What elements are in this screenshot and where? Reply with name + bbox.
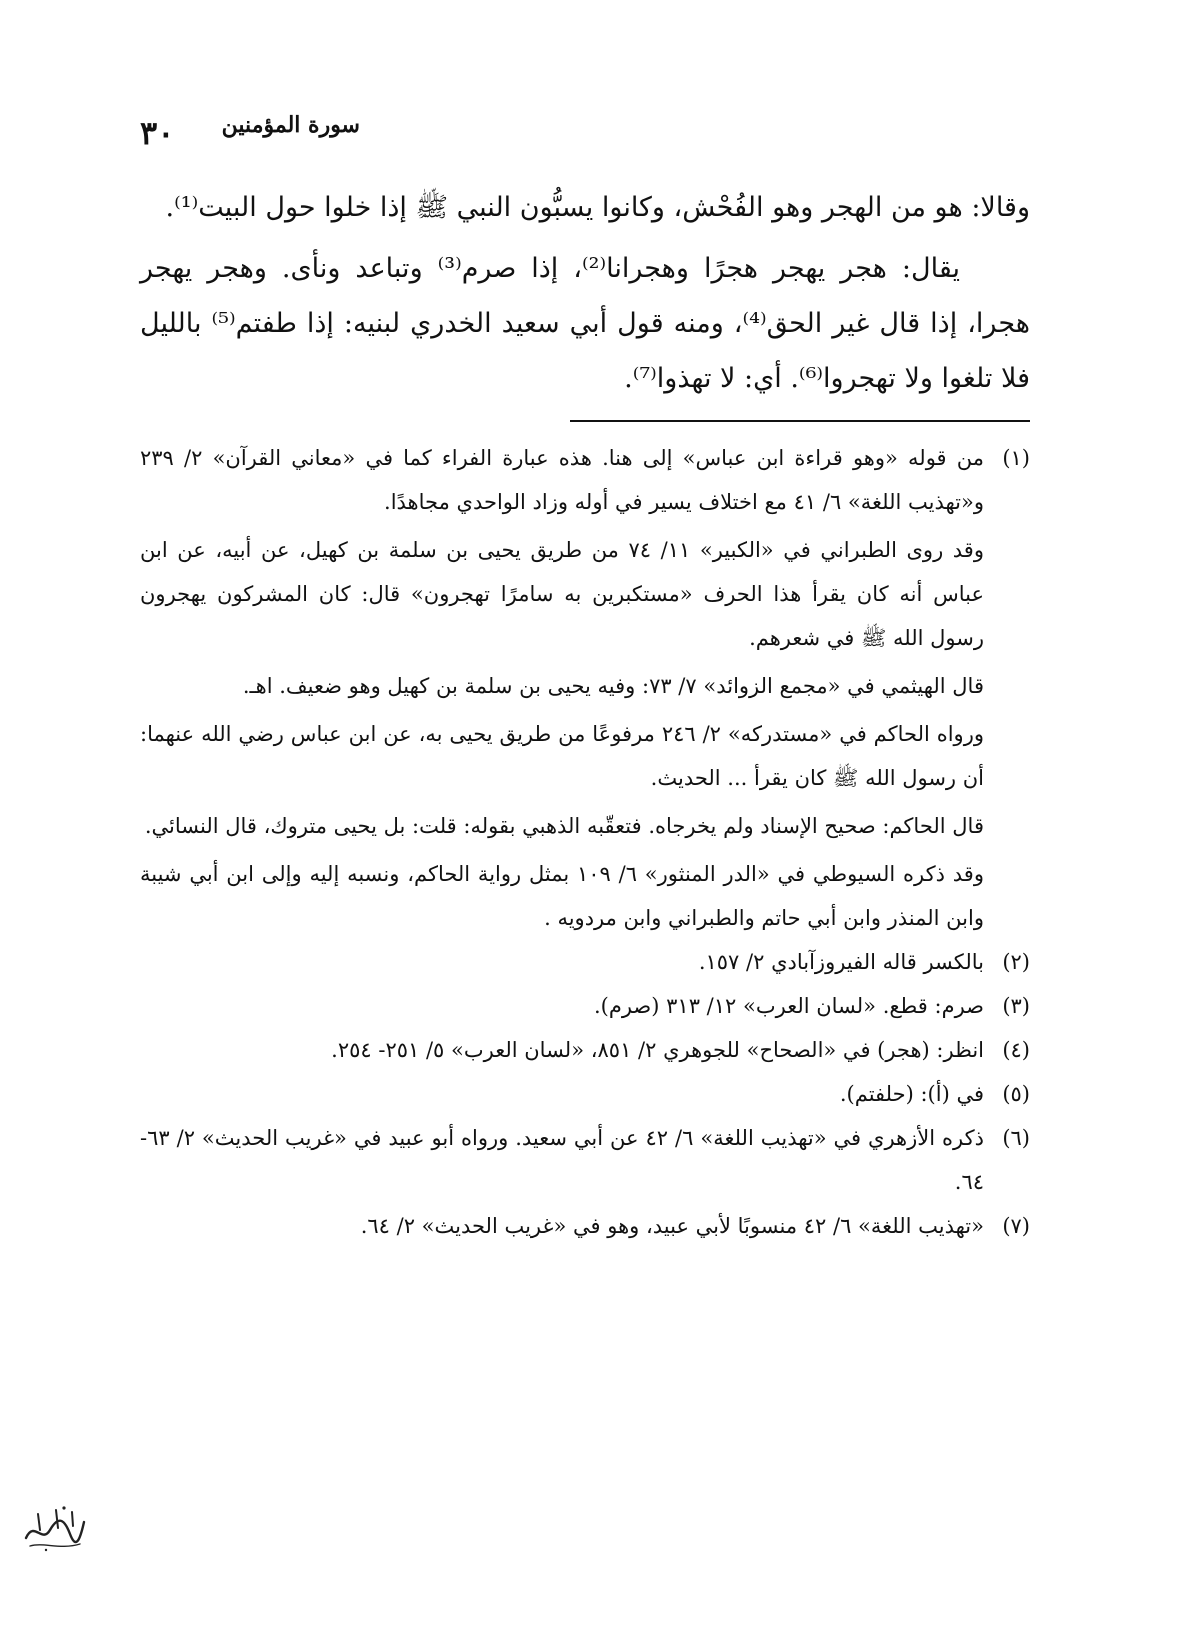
footnote-body xyxy=(140,1204,984,1248)
footnotes xyxy=(140,436,1030,1248)
footnote-number: (٣) xyxy=(1002,994,1030,1018)
footnote-body xyxy=(140,984,984,1028)
footnote-body xyxy=(140,1028,984,1072)
footnote-paragraph: من قوله «وهو قراءة ابن عباس» إلى هنا. هذه عبارة الفراء كما في «معاني القرآن» ٢/ ٢٣٩ و«تهذيب اللغة» ٦/ ٤١ مع اختلاف يسير في أوله وزاد الواحدي مجاهدًا. xyxy=(140,446,984,514)
footnote-body xyxy=(140,1116,984,1204)
footnote-divider xyxy=(570,420,1030,422)
footnote-paragraph: ورواه الحاكم في «مستدركه» ٢/ ٢٤٦ مرفوعًا من طريق يحيى به، عن ابن عباس رضي الله عنهما: أن رسول الله ﷺ كان يقرأ ... الحديث. xyxy=(140,722,984,790)
footnote-1 xyxy=(140,436,1030,940)
main-text xyxy=(140,180,1030,406)
footnote-paragraph: صرم: قطع. «لسان العرب» ١٢/ ٣١٣ (صرم). xyxy=(593,994,984,1018)
footnote-paragraph: انظر: (هجر) في «الصحاح» للجوهري ٢/ ٨٥١، «لسان العرب» ٥/ ٢٥١- ٢٥٤. xyxy=(331,1038,984,1062)
footnote-paragraph: بالكسر قاله الفيروزآبادي ٢/ ١٥٧. xyxy=(698,950,984,974)
page-header xyxy=(140,100,1030,160)
footnote-3 xyxy=(140,984,1030,1028)
footnote-5 xyxy=(140,1072,1030,1116)
footnote-paragraph: في (أ): (حلفتم). xyxy=(839,1082,984,1106)
footnote-number: (١) xyxy=(1002,446,1030,470)
footnote-number: (٥) xyxy=(1002,1082,1030,1106)
running-title: سورة المؤمنين xyxy=(221,112,360,138)
footnote-body xyxy=(140,1072,984,1116)
footnote-paragraph: «تهذيب اللغة» ٦/ ٤٢ منسوبًا لأبي عبيد، وهو في «غريب الحديث» ٢/ ٦٤. xyxy=(360,1214,984,1238)
footnote-paragraph: وقد روى الطبراني في «الكبير» ١١/ ٧٤ من طريق يحيى بن سلمة بن كهيل، عن أبيه، عن ابن عباس أنه كان يقرأ هذا الحرف «مستكبرين به سامرًا تهجرون» قال: كان المشركون يهجرون رسول الله ﷺ في شعرهم. xyxy=(140,538,984,650)
footnote-7 xyxy=(140,1204,1030,1248)
footnote-number: (٧) xyxy=(1002,1214,1030,1238)
footnote-number: (٢) xyxy=(1002,950,1030,974)
footnote-paragraph: قال الهيثمي في «مجمع الزوائد» ٧/ ٧٣: وفيه يحيى بن سلمة بن كهيل وهو ضعيف. اهـ. xyxy=(242,674,984,698)
footnote-body xyxy=(140,940,984,984)
footnote-paragraph: وقد ذكره السيوطي في «الدر المنثور» ٦/ ١٠٩ بمثل رواية الحاكم، ونسبه إليه وإلى ابن أبي شيبة وابن المنذر وابن أبي حاتم والطبراني وابن مردويه . xyxy=(140,862,984,930)
watermark-logo xyxy=(20,1500,90,1555)
footnote-number: (٦) xyxy=(1002,1126,1030,1150)
book-page xyxy=(140,100,1030,1248)
footnote-body xyxy=(140,436,984,940)
footnote-2 xyxy=(140,940,1030,984)
footnote-number: (٤) xyxy=(1002,1038,1030,1062)
footnote-paragraph: قال الحاكم: صحيح الإسناد ولم يخرجاه. فتعقّبه الذهبي بقوله: قلت: بل يحيى متروك، قال النسائي. xyxy=(144,814,984,838)
footnote-6 xyxy=(140,1116,1030,1204)
main-paragraph: يقال: هجر يهجر هجرًا وهجرانا⁽²⁾، إذا صرم⁽³⁾ وتباعد ونأى. وهجر يهجر هجرا، إذا قال غير الحق⁽⁴⁾، ومنه قول أبي سعيد الخدري لبنيه: إذا طفتم⁽⁵⁾ بالليل فلا تلغوا ولا تهجروا⁽⁶⁾. أي: لا تهذوا⁽⁷⁾. xyxy=(140,253,1030,394)
main-paragraph: وقالا: هو من الهجر وهو الفُحْش، وكانوا يسبُّون النبي ﷺ إذا خلوا حول البيت⁽¹⁾. xyxy=(165,192,1030,223)
footnote-4 xyxy=(140,1028,1030,1072)
page-number: ٣٠ xyxy=(140,114,175,152)
footnote-paragraph: ذكره الأزهري في «تهذيب اللغة» ٦/ ٤٢ عن أبي سعيد. ورواه أبو عبيد في «غريب الحديث» ٢/ ٦٣- ٦٤. xyxy=(140,1126,984,1194)
